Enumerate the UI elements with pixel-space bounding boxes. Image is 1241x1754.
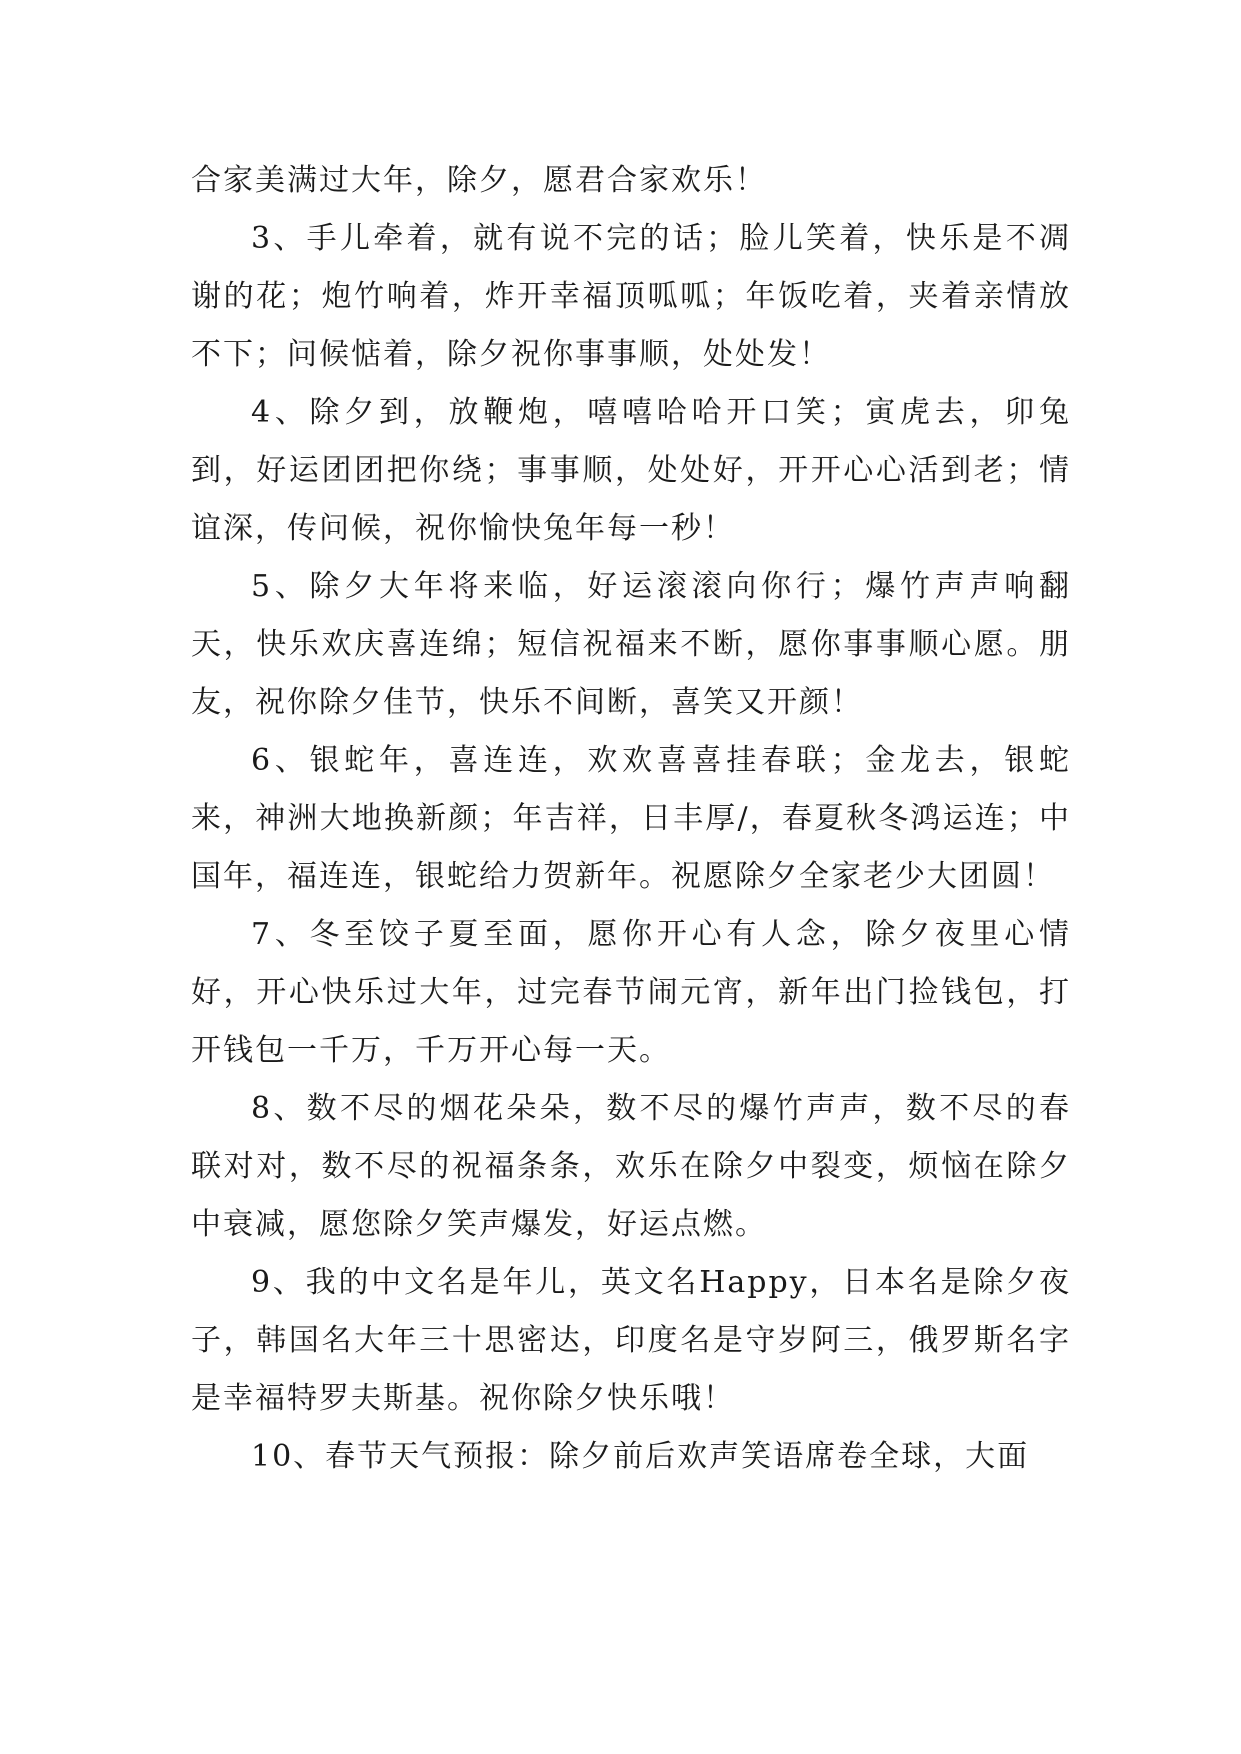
- paragraph-greeting-9: 9、我的中文名是年儿，英文名Happy，日本名是除夕夜子，韩国名大年三十思密达，印度名是守岁阿三，俄罗斯名字是幸福特罗夫斯基。祝你除夕快乐哦！: [191, 1265, 1071, 1416]
- paragraph-continuation: 合家美满过大年，除夕，愿君合家欢乐！: [191, 163, 767, 198]
- document-body: [191, 152, 1071, 1486]
- paragraph-greeting-5: 5、除夕大年将来临，好运滚滚向你行；爆竹声声响翻天，快乐欢庆喜连绵；短信祝福来不断，愿你事事顺心愿。朋友，祝你除夕佳节，快乐不间断，喜笑又开颜！: [191, 569, 1071, 720]
- paragraph-greeting-6: 6、银蛇年，喜连连，欢欢喜喜挂春联；金龙去，银蛇来，神洲大地换新颜；年吉祥，日丰厚/，春夏秋冬鸿运连；中国年，福连连，银蛇给力贺新年。祝愿除夕全家老少大团圆！: [191, 743, 1071, 894]
- paragraph-greeting-8: 8、数不尽的烟花朵朵，数不尽的爆竹声声，数不尽的春联对对，数不尽的祝福条条，欢乐在除夕中裂变，烦恼在除夕中衰减，愿您除夕笑声爆发，好运点燃。: [191, 1091, 1071, 1242]
- paragraph-greeting-4: 4、除夕到，放鞭炮，嘻嘻哈哈开口笑；寅虎去，卯兔到，好运团团把你绕；事事顺，处处好，开开心心活到老；情谊深，传问候，祝你愉快兔年每一秒！: [191, 395, 1071, 546]
- paragraph-greeting-7: 7、冬至饺子夏至面，愿你开心有人念，除夕夜里心情好，开心快乐过大年，过完春节闹元宵，新年出门捡钱包，打开钱包一千万，千万开心每一天。: [191, 917, 1071, 1068]
- paragraph-greeting-10: 10、春节天气预报：除夕前后欢声笑语席卷全球，大面: [251, 1439, 1030, 1474]
- paragraph-greeting-3: 3、手儿牵着，就有说不完的话；脸儿笑着，快乐是不凋谢的花；炮竹响着，炸开幸福顶呱呱；年饭吃着，夹着亲情放不下；问候惦着，除夕祝你事事顺，处处发！: [191, 221, 1071, 372]
